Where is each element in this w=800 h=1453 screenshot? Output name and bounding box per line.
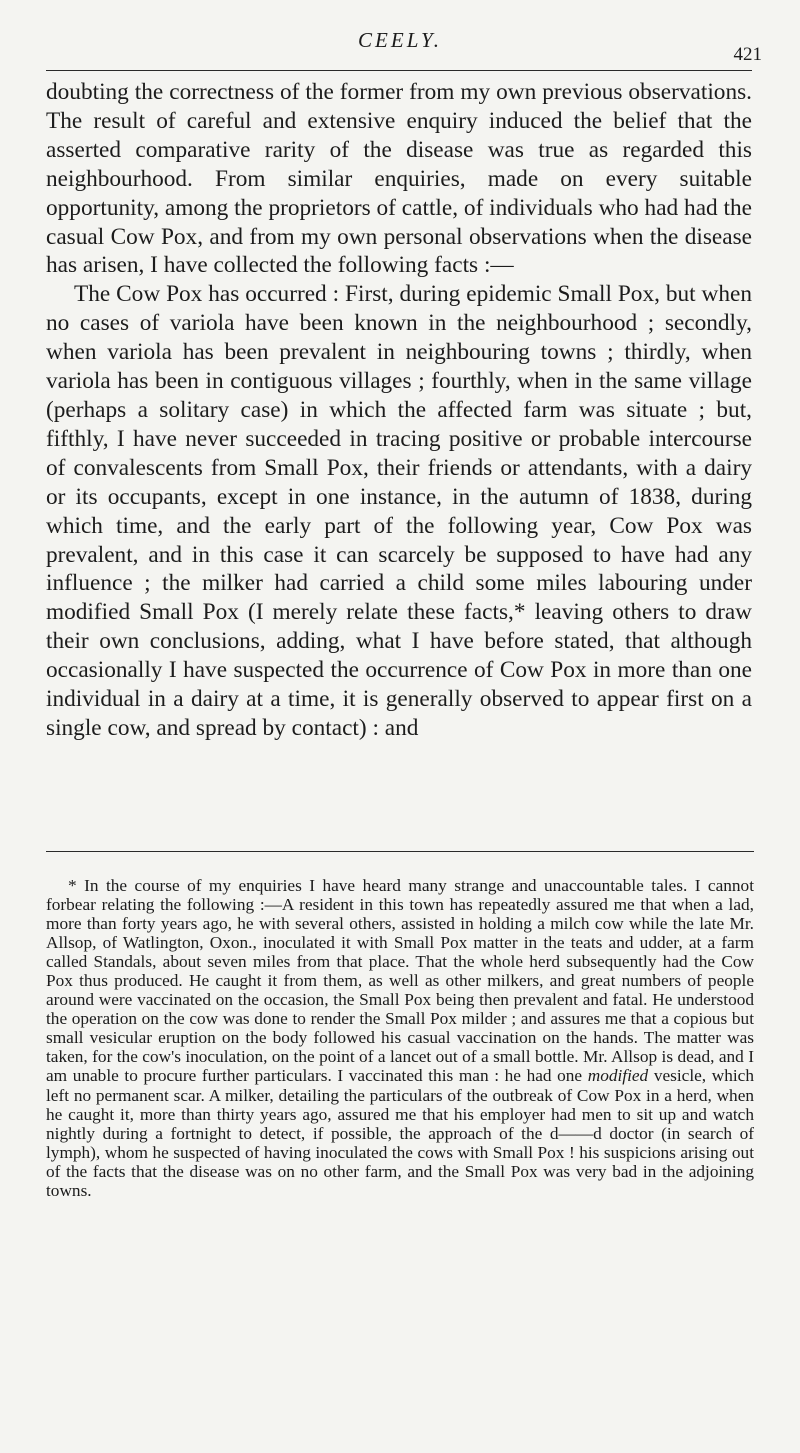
- header-rule: [46, 70, 752, 71]
- running-head: [0, 28, 800, 65]
- paragraph: doubting the correctness of the former from my own previous observations. The result of careful and extensive enquiry induced the belief that the asserted comparative rarity of the disease was true as regarded this neighbourhood. From similar enquiries, made on every suitable opportunity, among the proprietors of cattle, of individuals who had had the casual Cow Pox, and from my own personal observations when the disease has arisen, I have collected the following facts :—: [46, 79, 752, 279]
- running-title: CEELY.: [358, 28, 442, 52]
- footnote-text-end: vesicle, which left no permanent scar. A milker, detailing the particulars of the outbreak of Cow Pox in a herd, when he caught it, more than thirty years ago, assured me that his employer had men to sit up and watch nightly during a fortnight to detect, if possible, the approach of the d——d doctor (in search of lymph), whom he suspected of having inoculated the cows with Small Pox ! his suspicions arising out of the facts that the disease was on no other farm, and the Small Pox was very bad in the adjoining towns.: [46, 1066, 754, 1200]
- footnote: [46, 876, 754, 1200]
- paragraph: The Cow Pox has occurred : First, during epidemic Small Pox, but when no cases of variola have been known in the neighbourhood ; secondly, when variola has been prevalent in neighbouring towns ; thirdly, when variola has been in contiguous villages ; fourthly, when in the same village (perhaps a solitary case) in which the affected farm was situate ; but, fifthly, I have never succeeded in tracing positive or probable intercourse of convalescents from Small Pox, their friends or attendants, with a dairy or its occupants, except in one instance, in the autumn of 1838, during which time, and the early part of the following year, Cow Pox was prevalent, and in this case it can scarcely be supposed to have had any influence ; the milker had carried a child some miles labouring under modified Small Pox (I merely relate these facts,* leaving others to draw their own conclusions, adding, what I have before stated, that although occasionally I have suspected the occurrence of Cow Pox in more than one individual in a dairy at a time, it is generally observed to appear first on a single cow, and spread by contact) : and: [46, 281, 752, 741]
- page-number: 421: [733, 44, 762, 65]
- footnote-emphasis: modified: [587, 1066, 649, 1086]
- main-text: [46, 78, 752, 743]
- footnote-text-start: * In the course of my enquiries I have heard many strange and unaccountable tales. I cannot forbear relating the following :—A resident in this town has repeatedly assured me that when a lad, more than forty years ago, he with several others, assisted in holding a milch cow while the late Mr. Allsop, of Watlington, Oxon., inoculated it with Small Pox matter in the teats and udder, at a farm called Standals, about seven miles from that place. That the whole herd subsequently had the Cow Pox thus produced. He caught it from them, as well as other milkers, and great numbers of people around were vaccinated on the occasion, the Small Pox being then prevalent and fatal. He understood the operation on the cow was done to render the Small Pox milder ; and assures me that a copious but small vesicular eruption on the body followed his casual vaccination on the hands. The matter was taken, for the cow's inoculation, on the point of a lancet out of a small bottle. Mr. Allsop is dead, and I am unable to procure further particulars. I vaccinated this man : he had one: [46, 876, 754, 1086]
- footnote-rule: [46, 851, 754, 852]
